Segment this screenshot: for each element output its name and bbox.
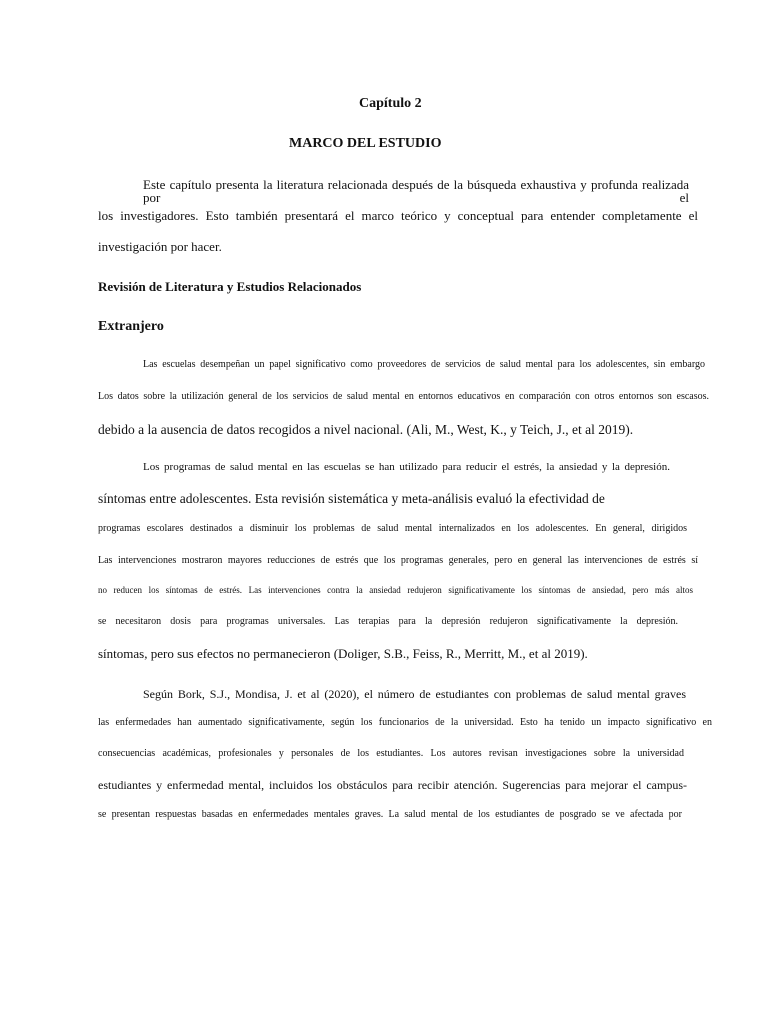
- intro-line-2: los investigadores. Esto también presentará el marco teórico y conceptual para entender completamente el: [98, 208, 698, 223]
- para2-line-1: Los programas de salud mental en las escuelas se han utilizado para reducir el estrés, la ansiedad y la depresión.: [143, 461, 670, 473]
- para2-line-7: síntomas, pero sus efectos no permanecieron (Doliger, S.B., Feiss, R., Merritt, M., et al 2019).: [98, 646, 588, 661]
- para3-line-3: consecuencias académicas, profesionales y personales de los estudiantes. Los autores revisan investigaciones sobre la universidad: [98, 748, 684, 759]
- chapter-heading: Capítulo 2: [359, 96, 422, 111]
- study-title: MARCO DEL ESTUDIO: [289, 136, 442, 151]
- para3-line-4: estudiantes y enfermedad mental, incluidos los obstáculos para recibir atención. Sugerencias para mejorar el campus-: [98, 778, 687, 792]
- para2-line-4: Las intervenciones mostraron mayores reducciones de estrés que los programas generales, pero en general las intervenciones de estrés sí: [98, 555, 698, 566]
- subsection-heading: Extranjero: [98, 319, 164, 334]
- para2-line-3: programas escolares destinados a disminuir los problemas de salud mental internalizados en los adolescentes. En general, dirigidos: [98, 523, 687, 534]
- section-heading: Revisión de Literatura y Estudios Relacionados: [98, 279, 362, 294]
- para2-line-6: se necesitaron dosis para programas universales. Las terapias para la depresión redujeron significativamente la depresión.: [98, 616, 678, 627]
- para2-line-5: no reducen los síntomas de estrés. Las intervenciones contra la ansiedad redujeron significativamente los síntomas de ansiedad, pero más altos: [98, 585, 693, 595]
- para1-line-1: Las escuelas desempeñan un papel significativo como proveedores de servicios de salud mental para los adolescentes, sin embargo: [143, 359, 705, 370]
- para2-line-2: síntomas entre adolescentes. Esta revisión sistemática y meta-análisis evaluó la efectividad de: [98, 491, 605, 506]
- intro-line-3: investigación por hacer.: [98, 239, 222, 254]
- para1-line-3: debido a la ausencia de datos recogidos a nivel nacional. (Ali, M., West, K., y Teich, J., et al 2019).: [98, 422, 634, 437]
- para3-line-2: las enfermedades han aumentado significativamente, según los funcionarios de la universidad. Esto ha tenido un impacto significativo en: [98, 717, 712, 728]
- para3-line-5: se presentan respuestas basadas en enfermedades mentales graves. La salud mental de los estudiantes de posgrado se ve afectada por: [98, 809, 682, 820]
- intro-line-1: Este capítulo presenta la literatura relacionada después de la búsqueda exhaustiva y profunda realizada por el: [143, 177, 689, 205]
- para1-line-2: Los datos sobre la utilización general de los servicios de salud mental en entornos educativos en comparación con otros entornos son escasos.: [98, 391, 709, 402]
- para3-line-1: Según Bork, S.J., Mondisa, J. et al (2020), el número de estudiantes con problemas de salud mental graves: [143, 687, 686, 701]
